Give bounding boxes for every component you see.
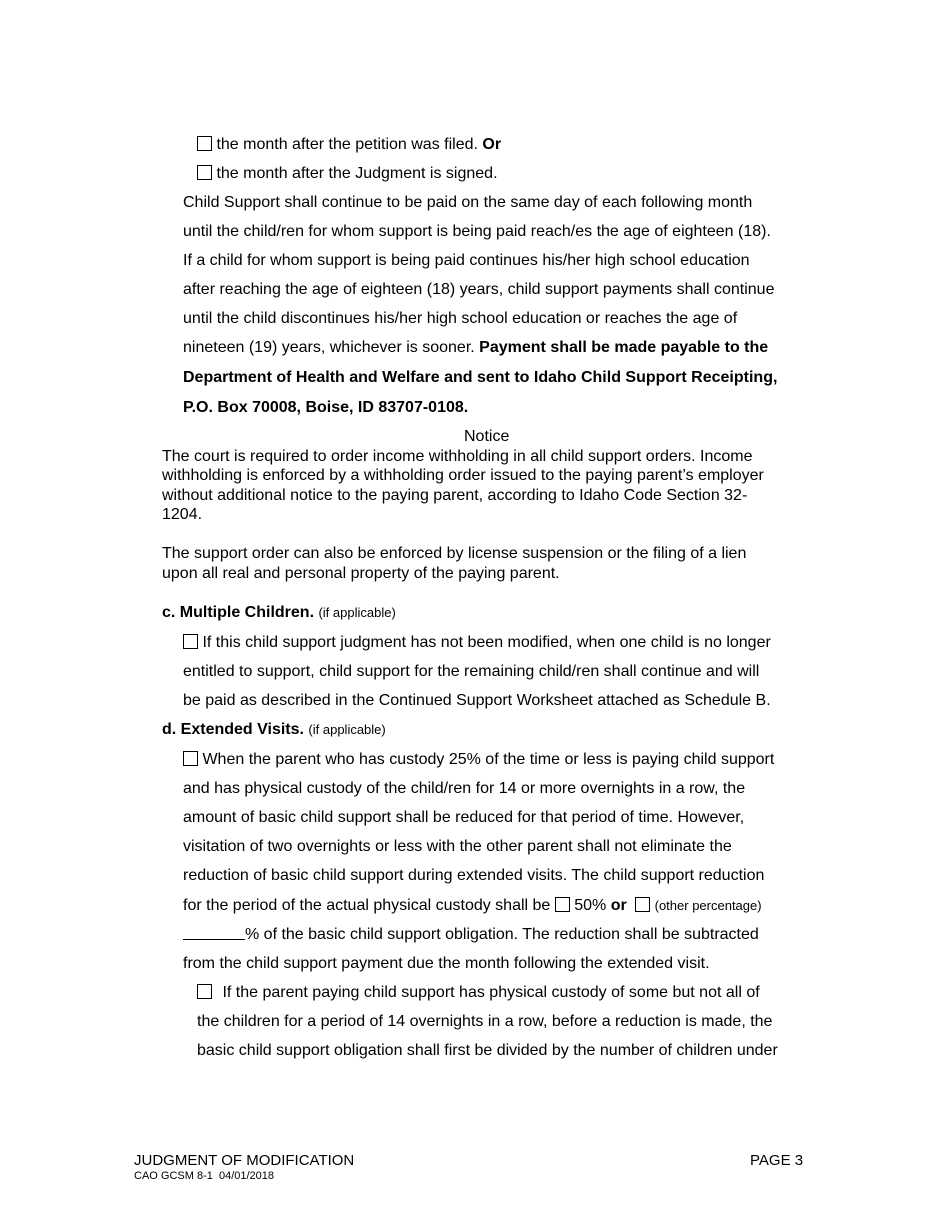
notice-p1-line-1: The court is required to order income withholding in all child support orders. Income (162, 448, 753, 465)
section-c-line-1-text: If this child support judgment has not been modified, when one child is no longer (202, 634, 771, 651)
continue-line-6-text: nineteen (19) years, whichever is sooner. (183, 339, 475, 356)
section-c-title: c. Multiple Children. (162, 604, 315, 621)
section-d-line-7 (183, 925, 759, 945)
notice-p1-line-4: 1204. (162, 506, 203, 523)
checkbox-other-percentage[interactable] (635, 897, 650, 912)
section-d-sub-line-1-text: If the parent paying child support has physical custody of some but not all of (222, 984, 760, 1001)
section-d-sub-line-3: basic child support obligation shall first be divided by the number of children under (197, 1042, 778, 1059)
section-d-sub-line-2: the children for a period of 14 overnights in a row, before a reduction is made, the (197, 1013, 773, 1030)
continue-line-1: Child Support shall continue to be paid on the same day of each following month (183, 194, 753, 211)
footer-page-number: PAGE 3 (750, 1152, 804, 1169)
continue-line-5: until the child discontinues his/her high school education or reaches the age of (183, 310, 738, 327)
footer-document-title: JUDGMENT OF MODIFICATION (134, 1152, 355, 1169)
section-d-line-2: and has physical custody of the child/ren for 14 or more overnights in a row, the (183, 780, 746, 797)
notice-p2-line-2: upon all real and personal property of the paying parent. (162, 565, 560, 582)
section-d-line-6-text: for the period of the actual physical custody shall be (183, 897, 551, 914)
section-c-qualifier: (if applicable) (318, 605, 396, 620)
section-c-line-3: be paid as described in the Continued Support Worksheet attached as Schedule B. (183, 692, 771, 709)
notice-p1-line-2: withholding is enforced by a withholding order issued to the paying parent’s employer (162, 467, 764, 484)
section-d-title: d. Extended Visits. (162, 721, 304, 738)
notice-p2-line-1: The support order can also be enforced by license suspension or the filing of a lien (162, 545, 747, 562)
or-label-percent: or (610, 897, 627, 914)
notice-title: Notice (464, 428, 510, 445)
other-percentage-blank[interactable] (183, 925, 245, 940)
other-percentage-label: (other percentage) (654, 898, 762, 913)
section-d-line-5: reduction of basic child support during extended visits. The child support reduction (183, 867, 765, 884)
section-d-line-1-text: When the parent who has custody 25% of the time or less is paying child support (202, 751, 775, 768)
checkbox-fifty-percent[interactable] (555, 897, 570, 912)
continue-line-4: after reaching the age of eighteen (18) years, child support payments shall continue (183, 281, 775, 298)
section-d-line-7-text: % of the basic child support obligation. The reduction shall be subtracted (245, 926, 759, 943)
section-c-line-1 (183, 633, 771, 653)
section-d-line-8: from the child support payment due the month following the extended visit. (183, 955, 710, 972)
continue-line-6 (183, 338, 768, 358)
footer-form-id: CAO GCSM 8-1 04/01/2018 (134, 1170, 275, 1182)
payment-address-line-1: Department of Health and Welfare and sent to Idaho Child Support Receipting, (183, 369, 778, 386)
notice-p1-line-3: without additional notice to the paying parent, according to Idaho Code Section 32- (162, 487, 748, 504)
option-petition-filed (197, 135, 501, 155)
section-d-line-6 (183, 896, 762, 916)
checkbox-extended-visits[interactable] (183, 751, 198, 766)
section-d-line-1 (183, 750, 774, 770)
payment-instructions-start: Payment shall be made payable to the (479, 339, 769, 356)
fifty-percent-label: 50% (574, 897, 607, 914)
footer-left (134, 1152, 354, 1182)
or-label: Or (482, 136, 502, 153)
section-d-line-4: visitation of two overnights or less with the other parent shall not eliminate the (183, 838, 732, 855)
option-judgment-signed-text: the month after the Judgment is signed. (216, 165, 498, 182)
continue-line-2: until the child/ren for whom support is being paid reach/es the age of eighteen (18). (183, 223, 771, 240)
checkbox-multiple-children[interactable] (183, 634, 198, 649)
section-c-line-2: entitled to support, child support for the remaining child/ren shall continue and will (183, 663, 760, 680)
checkbox-judgment-signed[interactable] (197, 165, 212, 180)
continue-line-3: If a child for whom support is being paid continues his/her high school education (183, 252, 750, 269)
section-d-heading (162, 720, 386, 740)
section-d-qualifier: (if applicable) (308, 722, 386, 737)
payment-address-line-2: P.O. Box 70008, Boise, ID 83707-0108. (183, 399, 469, 416)
section-d-sub-line-1 (197, 983, 760, 1003)
option-petition-filed-text: the month after the petition was filed. (216, 136, 478, 153)
section-c-heading (162, 603, 396, 623)
checkbox-petition-filed[interactable] (197, 136, 212, 151)
option-judgment-signed (197, 164, 498, 184)
section-d-line-3: amount of basic child support shall be reduced for that period of time. However, (183, 809, 745, 826)
checkbox-partial-custody[interactable] (197, 984, 212, 999)
